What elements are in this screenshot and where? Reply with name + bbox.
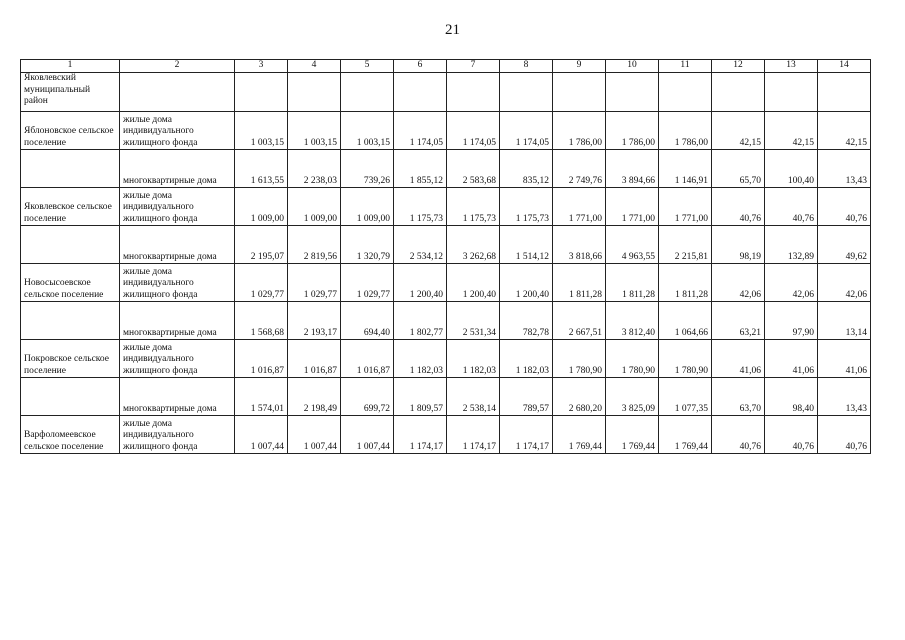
settlement-name: Яблоновское сельское поселение	[21, 112, 120, 150]
settlement-name: Варфоломеевское сельское поселение	[21, 416, 120, 454]
value-cell: 739,26	[341, 150, 394, 188]
value-cell: 1 811,28	[659, 264, 712, 302]
value-cell: 2 749,76	[553, 150, 606, 188]
value-cell: 1 009,00	[235, 188, 288, 226]
value-cell: 2 198,49	[288, 378, 341, 416]
value-cell: 1 574,01	[235, 378, 288, 416]
value-cell: 3 825,09	[606, 378, 659, 416]
value-cell: 1 175,73	[500, 188, 553, 226]
value-cell: 1 771,00	[606, 188, 659, 226]
column-number: 11	[659, 60, 712, 73]
housing-type: жилые дома индивидуального жилищного фонда	[120, 340, 235, 378]
empty-cell	[235, 73, 288, 112]
value-cell: 1 771,00	[659, 188, 712, 226]
column-number: 3	[235, 60, 288, 73]
value-cell: 40,76	[818, 416, 871, 454]
value-cell: 1 514,12	[500, 226, 553, 264]
value-cell: 1 786,00	[553, 112, 606, 150]
value-cell: 2 193,17	[288, 302, 341, 340]
value-cell: 782,78	[500, 302, 553, 340]
housing-type: многоквартирные дома	[120, 226, 235, 264]
value-cell: 1 811,28	[606, 264, 659, 302]
value-cell: 2 583,68	[447, 150, 500, 188]
value-cell: 63,21	[712, 302, 765, 340]
column-number: 5	[341, 60, 394, 73]
value-cell: 1 769,44	[659, 416, 712, 454]
empty-cell	[341, 73, 394, 112]
table-row	[21, 264, 871, 302]
value-cell: 1 174,17	[447, 416, 500, 454]
value-cell: 1 568,68	[235, 302, 288, 340]
tariff-table	[20, 59, 871, 454]
value-cell: 1 182,03	[447, 340, 500, 378]
value-cell: 132,89	[765, 226, 818, 264]
housing-type: жилые дома индивидуального жилищного фонда	[120, 264, 235, 302]
table-row	[21, 340, 871, 378]
value-cell: 1 174,17	[394, 416, 447, 454]
value-cell: 1 182,03	[500, 340, 553, 378]
empty-cell	[394, 73, 447, 112]
settlement-name	[21, 226, 120, 264]
table-row	[21, 188, 871, 226]
settlement-name: Новосысоевское сельское поселение	[21, 264, 120, 302]
value-cell: 1 007,44	[288, 416, 341, 454]
column-number: 13	[765, 60, 818, 73]
value-cell: 1 003,15	[341, 112, 394, 150]
housing-type: жилые дома индивидуального жилищного фонда	[120, 188, 235, 226]
housing-type: жилые дома индивидуального жилищного фонда	[120, 416, 235, 454]
value-cell: 1 809,57	[394, 378, 447, 416]
settlement-name	[21, 302, 120, 340]
page-number: 21	[445, 22, 460, 38]
empty-cell	[500, 73, 553, 112]
value-cell: 42,15	[818, 112, 871, 150]
value-cell: 2 534,12	[394, 226, 447, 264]
value-cell: 1 016,87	[288, 340, 341, 378]
value-cell: 97,90	[765, 302, 818, 340]
column-number: 12	[712, 60, 765, 73]
housing-type: многоквартирные дома	[120, 378, 235, 416]
housing-type: многоквартирные дома	[120, 302, 235, 340]
table-row	[21, 226, 871, 264]
column-number: 9	[553, 60, 606, 73]
value-cell: 63,70	[712, 378, 765, 416]
district-name: Яковлевский муниципальный район	[21, 73, 120, 112]
column-number: 2	[120, 60, 235, 73]
value-cell: 1 320,79	[341, 226, 394, 264]
empty-cell	[712, 73, 765, 112]
empty-cell	[120, 73, 235, 112]
value-cell: 41,06	[818, 340, 871, 378]
value-cell: 1 077,35	[659, 378, 712, 416]
column-number: 8	[500, 60, 553, 73]
value-cell: 1 802,77	[394, 302, 447, 340]
value-cell: 42,06	[765, 264, 818, 302]
settlement-name: Яковлевское сельское поселение	[21, 188, 120, 226]
value-cell: 1 029,77	[341, 264, 394, 302]
column-number: 7	[447, 60, 500, 73]
value-cell: 1 029,77	[235, 264, 288, 302]
value-cell: 1 769,44	[606, 416, 659, 454]
value-cell: 2 680,20	[553, 378, 606, 416]
value-cell: 1 016,87	[341, 340, 394, 378]
value-cell: 1 016,87	[235, 340, 288, 378]
column-number: 4	[288, 60, 341, 73]
value-cell: 42,06	[818, 264, 871, 302]
value-cell: 694,40	[341, 302, 394, 340]
table-row	[21, 302, 871, 340]
value-cell: 3 818,66	[553, 226, 606, 264]
value-cell: 42,15	[712, 112, 765, 150]
value-cell: 1 009,00	[288, 188, 341, 226]
table-row	[21, 150, 871, 188]
value-cell: 2 215,81	[659, 226, 712, 264]
empty-cell	[606, 73, 659, 112]
value-cell: 1 780,90	[553, 340, 606, 378]
value-cell: 98,19	[712, 226, 765, 264]
value-cell: 1 780,90	[606, 340, 659, 378]
value-cell: 1 182,03	[394, 340, 447, 378]
value-cell: 1 200,40	[447, 264, 500, 302]
empty-cell	[765, 73, 818, 112]
settlement-name: Покровское сельское поселение	[21, 340, 120, 378]
housing-type: многоквартирные дома	[120, 150, 235, 188]
value-cell: 1 855,12	[394, 150, 447, 188]
value-cell: 13,43	[818, 150, 871, 188]
value-cell: 1 146,91	[659, 150, 712, 188]
value-cell: 40,76	[818, 188, 871, 226]
value-cell: 2 538,14	[447, 378, 500, 416]
value-cell: 65,70	[712, 150, 765, 188]
value-cell: 1 613,55	[235, 150, 288, 188]
value-cell: 40,76	[712, 416, 765, 454]
value-cell: 1 771,00	[553, 188, 606, 226]
table-row	[21, 378, 871, 416]
value-cell: 1 174,17	[500, 416, 553, 454]
value-cell: 1 811,28	[553, 264, 606, 302]
value-cell: 1 029,77	[288, 264, 341, 302]
column-number: 6	[394, 60, 447, 73]
value-cell: 699,72	[341, 378, 394, 416]
settlement-name	[21, 378, 120, 416]
housing-type: жилые дома индивидуального жилищного фонда	[120, 112, 235, 150]
value-cell: 2 819,56	[288, 226, 341, 264]
table-row	[21, 112, 871, 150]
value-cell: 1 003,15	[235, 112, 288, 150]
value-cell: 1 009,00	[341, 188, 394, 226]
table-body	[21, 60, 871, 454]
value-cell: 1 786,00	[606, 112, 659, 150]
value-cell: 13,14	[818, 302, 871, 340]
value-cell: 2 238,03	[288, 150, 341, 188]
value-cell: 789,57	[500, 378, 553, 416]
value-cell: 4 963,55	[606, 226, 659, 264]
value-cell: 13,43	[818, 378, 871, 416]
value-cell: 42,15	[765, 112, 818, 150]
value-cell: 1 003,15	[288, 112, 341, 150]
value-cell: 42,06	[712, 264, 765, 302]
value-cell: 1 064,66	[659, 302, 712, 340]
value-cell: 49,62	[818, 226, 871, 264]
value-cell: 100,40	[765, 150, 818, 188]
value-cell: 3 812,40	[606, 302, 659, 340]
column-number-row	[21, 60, 871, 73]
value-cell: 41,06	[765, 340, 818, 378]
table-row	[21, 416, 871, 454]
value-cell: 41,06	[712, 340, 765, 378]
value-cell: 1 769,44	[553, 416, 606, 454]
value-cell: 1 780,90	[659, 340, 712, 378]
value-cell: 40,76	[765, 416, 818, 454]
value-cell: 2 667,51	[553, 302, 606, 340]
column-number: 14	[818, 60, 871, 73]
value-cell: 40,76	[712, 188, 765, 226]
empty-cell	[818, 73, 871, 112]
value-cell: 2 195,07	[235, 226, 288, 264]
value-cell: 1 200,40	[500, 264, 553, 302]
value-cell: 3 894,66	[606, 150, 659, 188]
value-cell: 1 007,44	[341, 416, 394, 454]
column-number: 1	[21, 60, 120, 73]
value-cell: 1 786,00	[659, 112, 712, 150]
district-row	[21, 73, 871, 112]
settlement-name	[21, 150, 120, 188]
value-cell: 1 200,40	[394, 264, 447, 302]
value-cell: 1 174,05	[447, 112, 500, 150]
value-cell: 3 262,68	[447, 226, 500, 264]
column-number: 10	[606, 60, 659, 73]
value-cell: 1 175,73	[447, 188, 500, 226]
empty-cell	[659, 73, 712, 112]
value-cell: 1 174,05	[500, 112, 553, 150]
value-cell: 1 174,05	[394, 112, 447, 150]
value-cell: 2 531,34	[447, 302, 500, 340]
value-cell: 40,76	[765, 188, 818, 226]
empty-cell	[447, 73, 500, 112]
empty-cell	[288, 73, 341, 112]
value-cell: 1 007,44	[235, 416, 288, 454]
value-cell: 98,40	[765, 378, 818, 416]
value-cell: 835,12	[500, 150, 553, 188]
value-cell: 1 175,73	[394, 188, 447, 226]
empty-cell	[553, 73, 606, 112]
